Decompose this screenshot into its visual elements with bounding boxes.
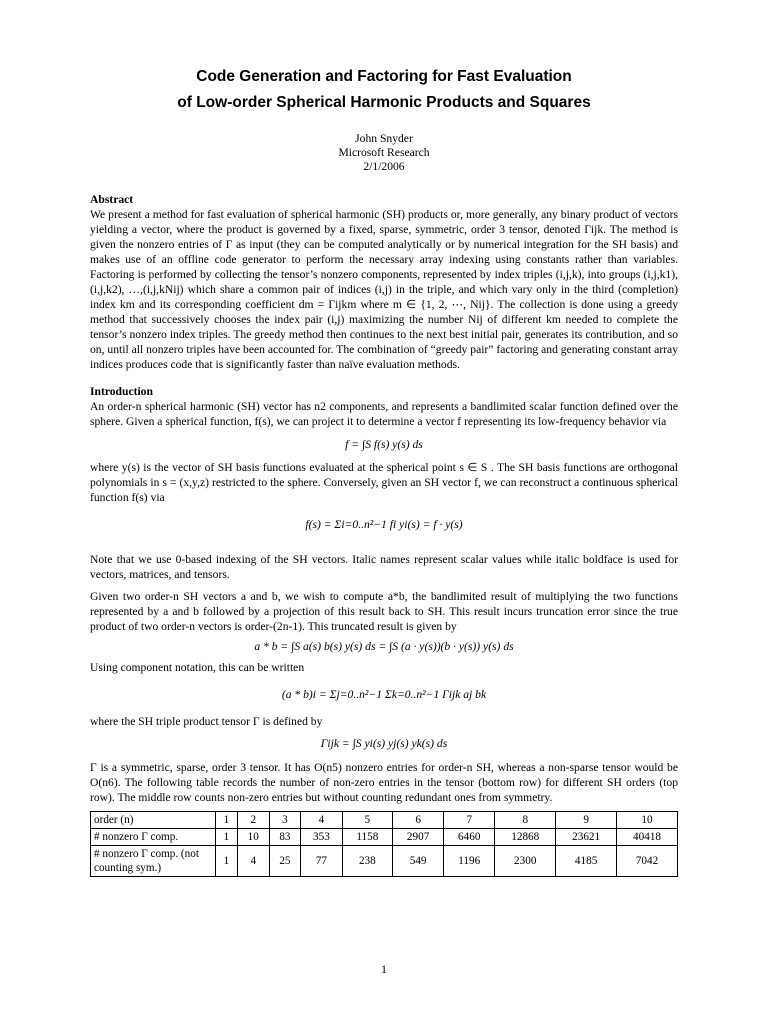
intro-paragraph-4: Given two order-n SH vectors a and b, we wish to compute a*b, the bandlimited result of multiplying the two functions represented by a and b followed by a projection of this result back to SH. This result incurs truncation error since the true product of two order-n vectors is order-(2n-1). This truncated result is given by (90, 590, 678, 633)
equation-reconstruction: f(s) = Σi=0..n²−1 fi yi(s) = f · y(s) (305, 518, 463, 531)
table-cell: 1 (216, 829, 238, 846)
row-header-nonzero: # nonzero Γ comp. (91, 829, 216, 846)
abstract-heading: Abstract (90, 193, 134, 206)
paper-title-line2: of Low-order Spherical Harmonic Products and Squares (177, 94, 591, 111)
equation-product: a * b = ∫S a(s) b(s) y(s) ds = ∫S (a · y(s))(b · y(s)) y(s) ds (254, 640, 514, 653)
intro-paragraph-1: An order-n spherical harmonic (SH) vector has n2 components, and represents a bandlimited scalar function defined over the sphere. Given a spherical function, f(s), we can project it to determine a vector f representing its low-frequency behavior via (90, 400, 678, 428)
table-cell: 238 (342, 846, 392, 877)
table-cell: 77 (301, 846, 342, 877)
table-cell: 353 (301, 829, 342, 846)
page-number: 1 (381, 962, 387, 976)
author-block (90, 132, 678, 174)
paper-title-line1: Code Generation and Factoring for Fast Evaluation (196, 68, 572, 85)
table-row-nonzero (91, 829, 678, 846)
table-cell: 12868 (495, 829, 556, 846)
paper-page (90, 62, 678, 877)
author-affiliation: Microsoft Research (338, 146, 430, 159)
table-cell: 7042 (617, 846, 678, 877)
introduction-heading: Introduction (90, 385, 153, 398)
intro-paragraph-7: Γ is a symmetric, sparse, order 3 tensor. It has O(n5) nonzero entries for order-n SH, whereas a non-sparse tensor would be O(n6). The following table records the number of non-zero entries in the tensor (bottom row) for different SH orders (top row). The middle row counts non-zero entries but without counting redundant ones from symmetry. (90, 761, 678, 804)
table-cell: 1 (216, 846, 238, 877)
table-cell: 7 (444, 812, 495, 829)
table-cell: 2300 (495, 846, 556, 877)
table-cell: 549 (393, 846, 444, 877)
table-cell: 10 (237, 829, 269, 846)
author-name: John Snyder (355, 132, 413, 145)
intro-paragraph-2: where y(s) is the vector of SH basis functions evaluated at the spherical point s ∈ S . The SH basis functions are orthogonal polynomials in s = (x,y,z) restricted to the sphere. Conversely, given an SH vector f, we can reconstruct a continuous spherical function f(s) via (90, 461, 678, 504)
table-cell: 1196 (444, 846, 495, 877)
table-cell: 10 (617, 812, 678, 829)
equation-component: (a * b)i = Σj=0..n²−1 Σk=0..n²−1 Γijk aj bk (281, 688, 487, 701)
table-cell: 3 (269, 812, 301, 829)
abstract-text: We present a method for fast evaluation of spherical harmonic (SH) products or, more generally, any binary product of vectors yielding a vector, where the product is governed by a fixed, sparse, symmetric, order 3 tensor, denoted Γijk. The method is given the nonzero entries of Γ as input (they can be computed analytically or by numerical integration for the SH basis) and makes use of an offline code generator to perform the necessary array indexing using constants rather than variables. Factoring is performed by collecting the tensor’s nonzero components, represented by index triples (i,j,k), into groups (i,j,k1), (i,j,k2), …,(i,j,kNij) which share a common pair of indices (i,j) in the triple, and which vary only in the third (completion) index km and its corresponding coefficient dm = Γijkm where m ∈ {1, 2, ⋯, Nij}. The collection is done using a greedy method that successively chooses the index pair (i,j) maximizing the number Nij of different km needed to complete the tensor’s nonzero index triples. The greedy method then continues to the next best initial pair, generates its contribution, and so on, until all nonzero triples have been accounted for. The combination of “greedy pair” factoring and generating constant array indices produces code that is significantly faster than naïve evaluation methods. (90, 208, 678, 371)
table-cell: 4185 (556, 846, 617, 877)
table-cell: 4 (301, 812, 342, 829)
table-cell: 2 (237, 812, 269, 829)
table-cell: 9 (556, 812, 617, 829)
table-cell: 1158 (342, 829, 392, 846)
table-cell: 8 (495, 812, 556, 829)
row-header-nonzero-nosym: # nonzero Γ comp. (not counting sym.) (91, 846, 216, 877)
table-cell: 23621 (556, 829, 617, 846)
table-cell: 1 (216, 812, 238, 829)
table-row-order (91, 812, 678, 829)
table-cell: 5 (342, 812, 392, 829)
table-cell: 4 (237, 846, 269, 877)
table-cell: 25 (269, 846, 301, 877)
intro-paragraph-6: where the SH triple product tensor Γ is defined by (90, 715, 323, 728)
nonzero-count-table (90, 811, 678, 877)
table-cell: 6 (393, 812, 444, 829)
intro-paragraph-3: Note that we use 0-based indexing of the SH vectors. Italic names represent scalar values while italic boldface is used for vectors, matrices, and tensors. (90, 553, 678, 581)
table-row-nonzero-nosym (91, 846, 678, 877)
row-header-order: order (n) (91, 812, 216, 829)
equation-triple-product: Γijk = ∫S yi(s) yj(s) yk(s) ds (320, 737, 448, 750)
table-cell: 83 (269, 829, 301, 846)
table-cell: 2907 (393, 829, 444, 846)
table-cell: 40418 (617, 829, 678, 846)
equation-projection: f = ∫S f(s) y(s) ds (345, 438, 423, 451)
table-cell: 6460 (444, 829, 495, 846)
intro-paragraph-5: Using component notation, this can be written (90, 661, 305, 674)
paper-date: 2/1/2006 (363, 160, 405, 173)
